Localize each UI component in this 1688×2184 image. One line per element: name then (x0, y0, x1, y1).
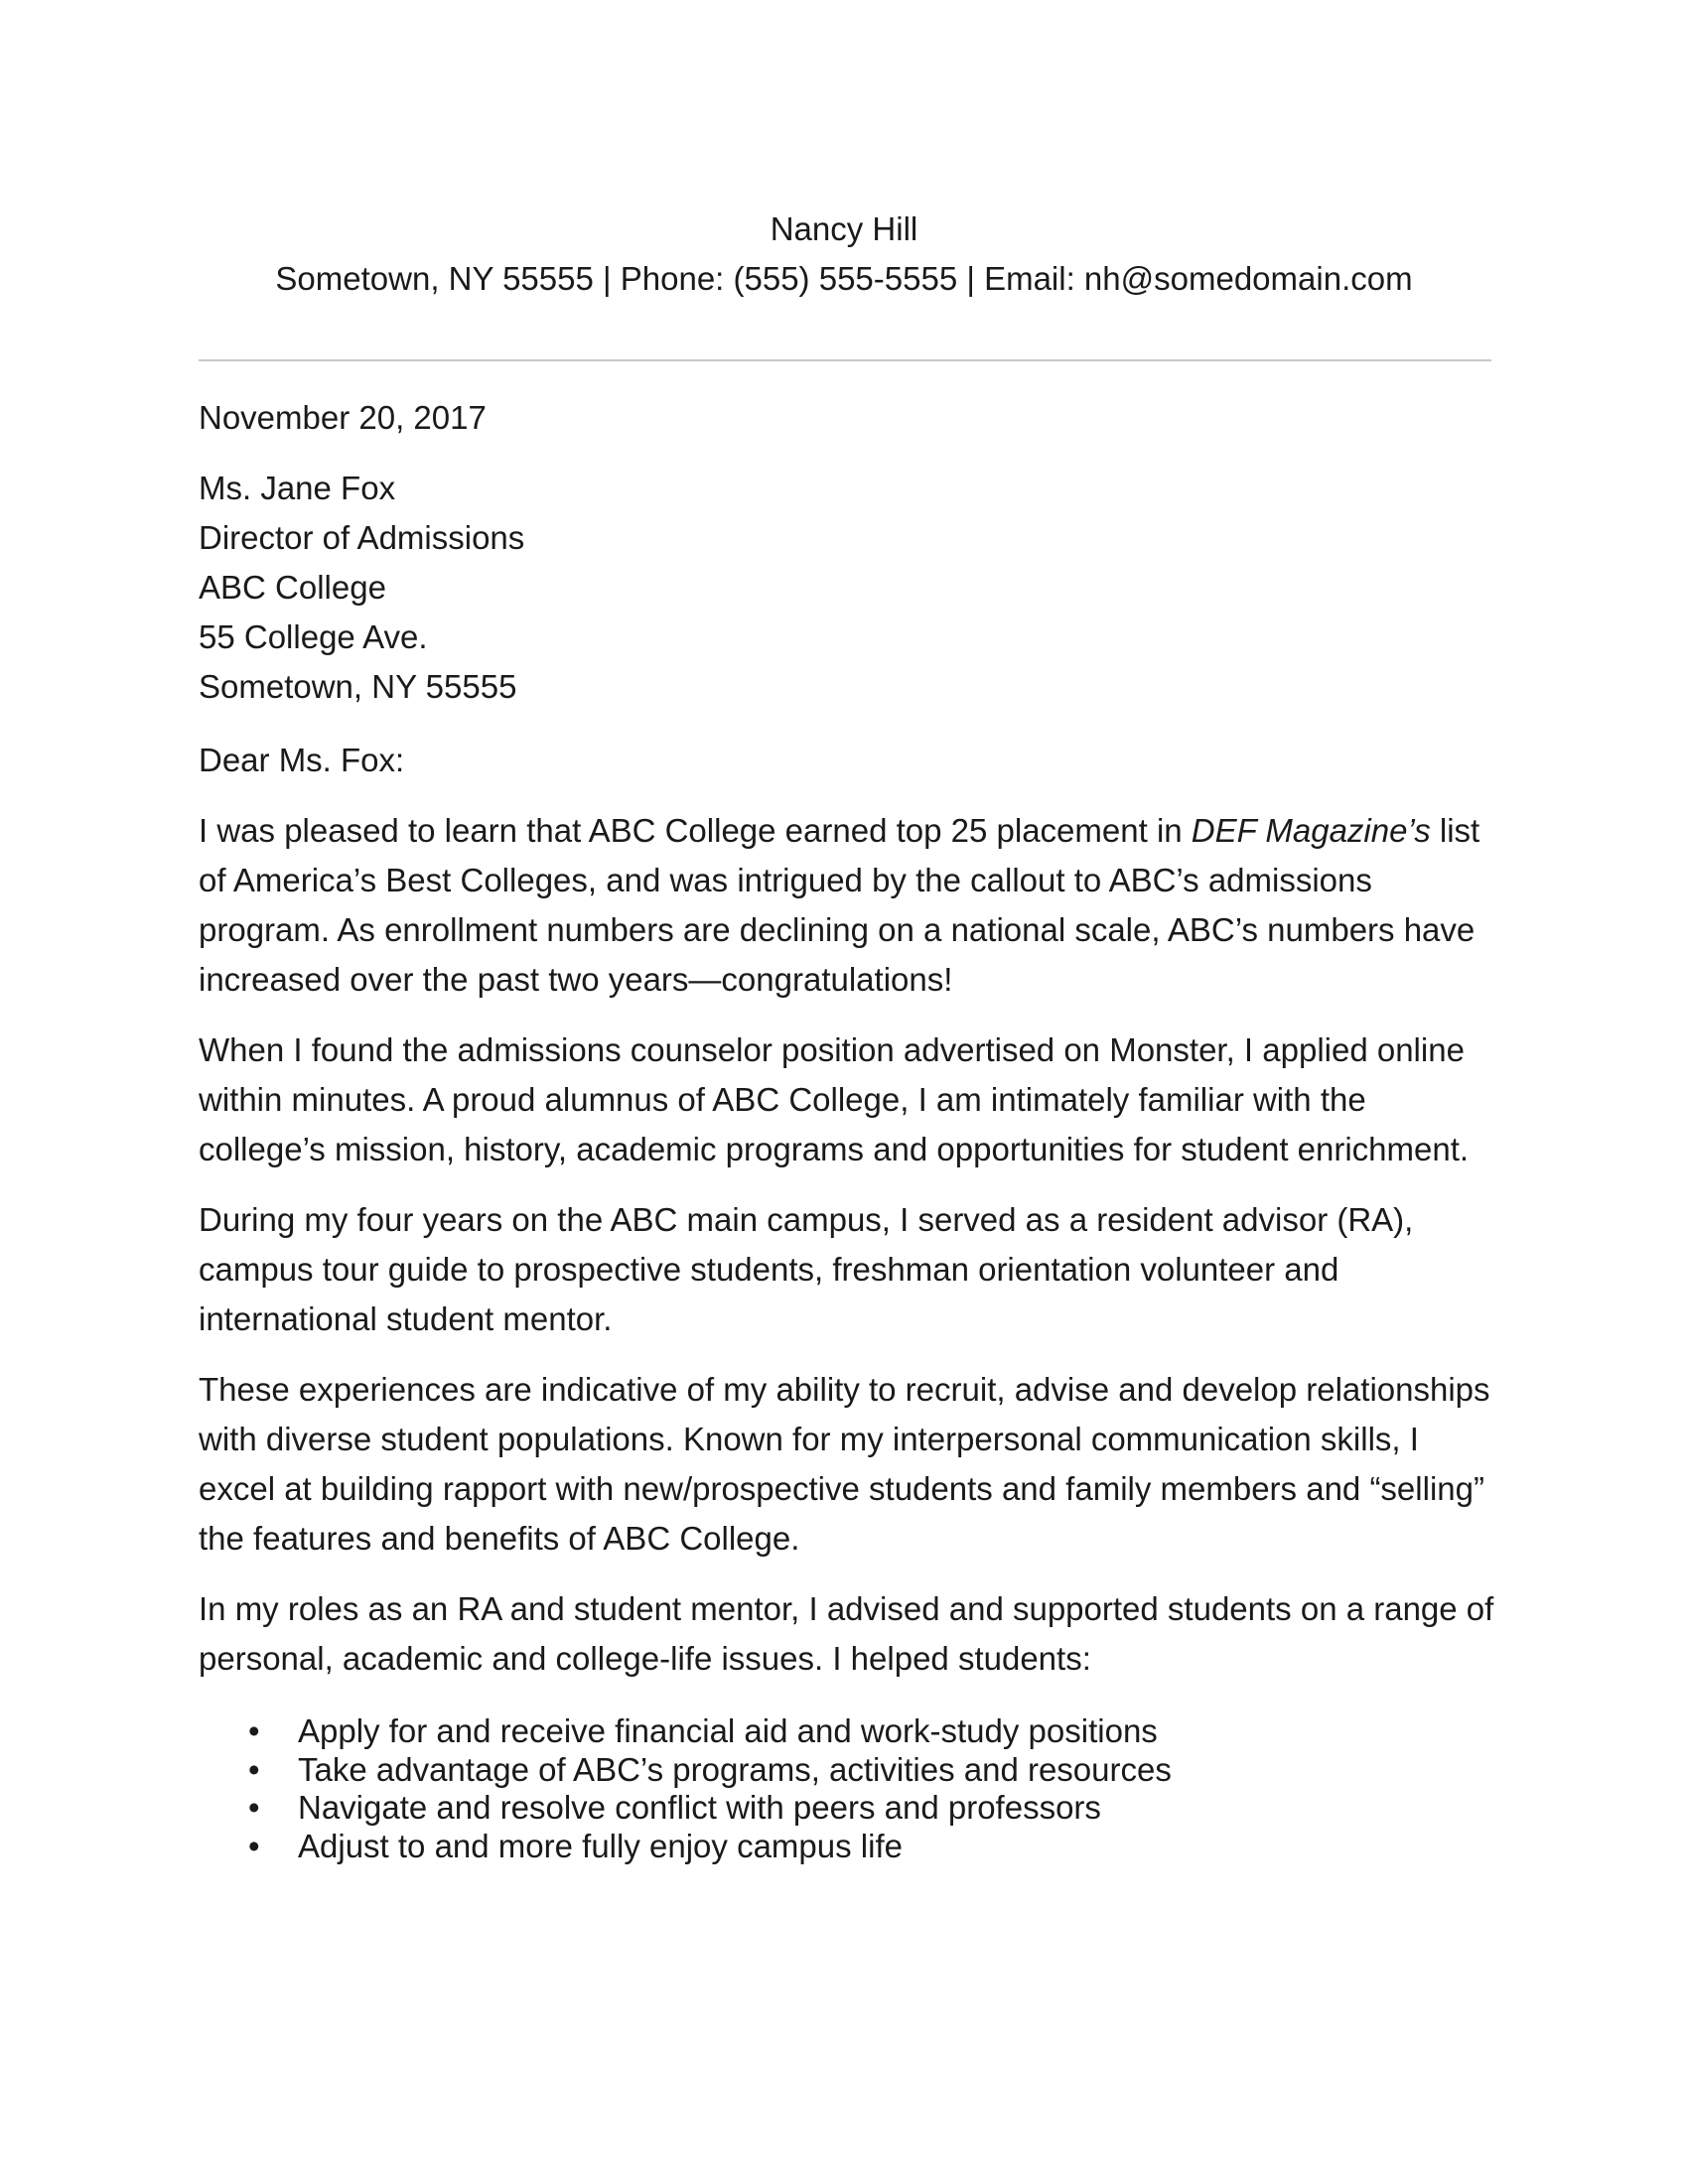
bullet-icon: • (248, 1750, 260, 1788)
paragraph-1-text (199, 806, 1499, 1005)
recipient-title: Director of Admissions (199, 519, 525, 556)
paragraph-1-lead: I was pleased to learn that ABC College earned top 25 placement in (199, 812, 1192, 849)
recipient-city: Sometown, NY 55555 (199, 668, 517, 705)
paragraph-4 (199, 1365, 1499, 1564)
date-text: November 20, 2017 (199, 399, 487, 436)
header-divider (199, 359, 1491, 361)
sender-name: Nancy Hill (770, 210, 918, 247)
list-item (199, 1828, 1499, 1866)
paragraph-2 (199, 1025, 1499, 1174)
recipient-address (199, 464, 1499, 712)
paragraph-4-text: These experiences are indicative of my ability to recruit, advise and develop relationships with diverse student populations. Known for my interpersonal communication skills, I excel at building rapport with new/prospective students and family members and “selling” the features and benefits of ABC College. (199, 1371, 1490, 1557)
list-item-text: Apply for and receive financial aid and work-study positions (298, 1712, 1158, 1749)
list-item-text: Navigate and resolve conflict with peers and professors (298, 1789, 1101, 1826)
recipient-organization: ABC College (199, 569, 386, 606)
list-item (199, 1789, 1499, 1828)
paragraph-3-text: During my four years on the ABC main campus, I served as a resident advisor (RA), campus tour guide to prospective students, freshman orientation volunteer and international student mentor. (199, 1201, 1414, 1337)
list-item-text: Adjust to and more fully enjoy campus life (298, 1827, 903, 1864)
paragraph-1-rest: list of America’s Best Colleges, and was intrigued by the callout to ABC’s admissions program. As enrollment numbers are declining on a national scale, ABC’s numbers have increased over the past two years—congratulations! (199, 812, 1480, 998)
list-item-text: Take advantage of ABC’s programs, activities and resources (298, 1750, 1172, 1788)
letter-date (199, 393, 1499, 443)
paragraph-3 (199, 1195, 1499, 1344)
bullet-icon: • (248, 1827, 260, 1864)
list-item (199, 1751, 1499, 1790)
paragraph-1 (199, 806, 1499, 1005)
recipient-name: Ms. Jane Fox (199, 470, 396, 506)
bullet-icon: • (248, 1712, 260, 1749)
paragraph-5 (199, 1584, 1499, 1684)
bullet-icon: • (248, 1789, 260, 1826)
letterhead (0, 205, 1688, 304)
salutation (199, 736, 1499, 785)
list-item (199, 1712, 1499, 1751)
paragraph-5-text: In my roles as an RA and student mentor, I advised and supported students on a range of personal, academic and college-life issues. I helped students: (199, 1590, 1494, 1677)
paragraph-2-text: When I found the admissions counselor position advertised on Monster, I applied online within minutes. A proud alumnus of ABC College, I am intimately familiar with the college’s mission, history, academic programs and opportunities for student enrichment. (199, 1031, 1470, 1167)
salutation-text: Dear Ms. Fox: (199, 742, 405, 778)
recipient-street: 55 College Ave. (199, 618, 428, 655)
sender-contact: Sometown, NY 55555 | Phone: (555) 555-5555 | Email: nh@somedomain.com (275, 260, 1413, 297)
magazine-title: DEF Magazine’s (1191, 812, 1431, 849)
bullet-list (199, 1712, 1499, 1865)
